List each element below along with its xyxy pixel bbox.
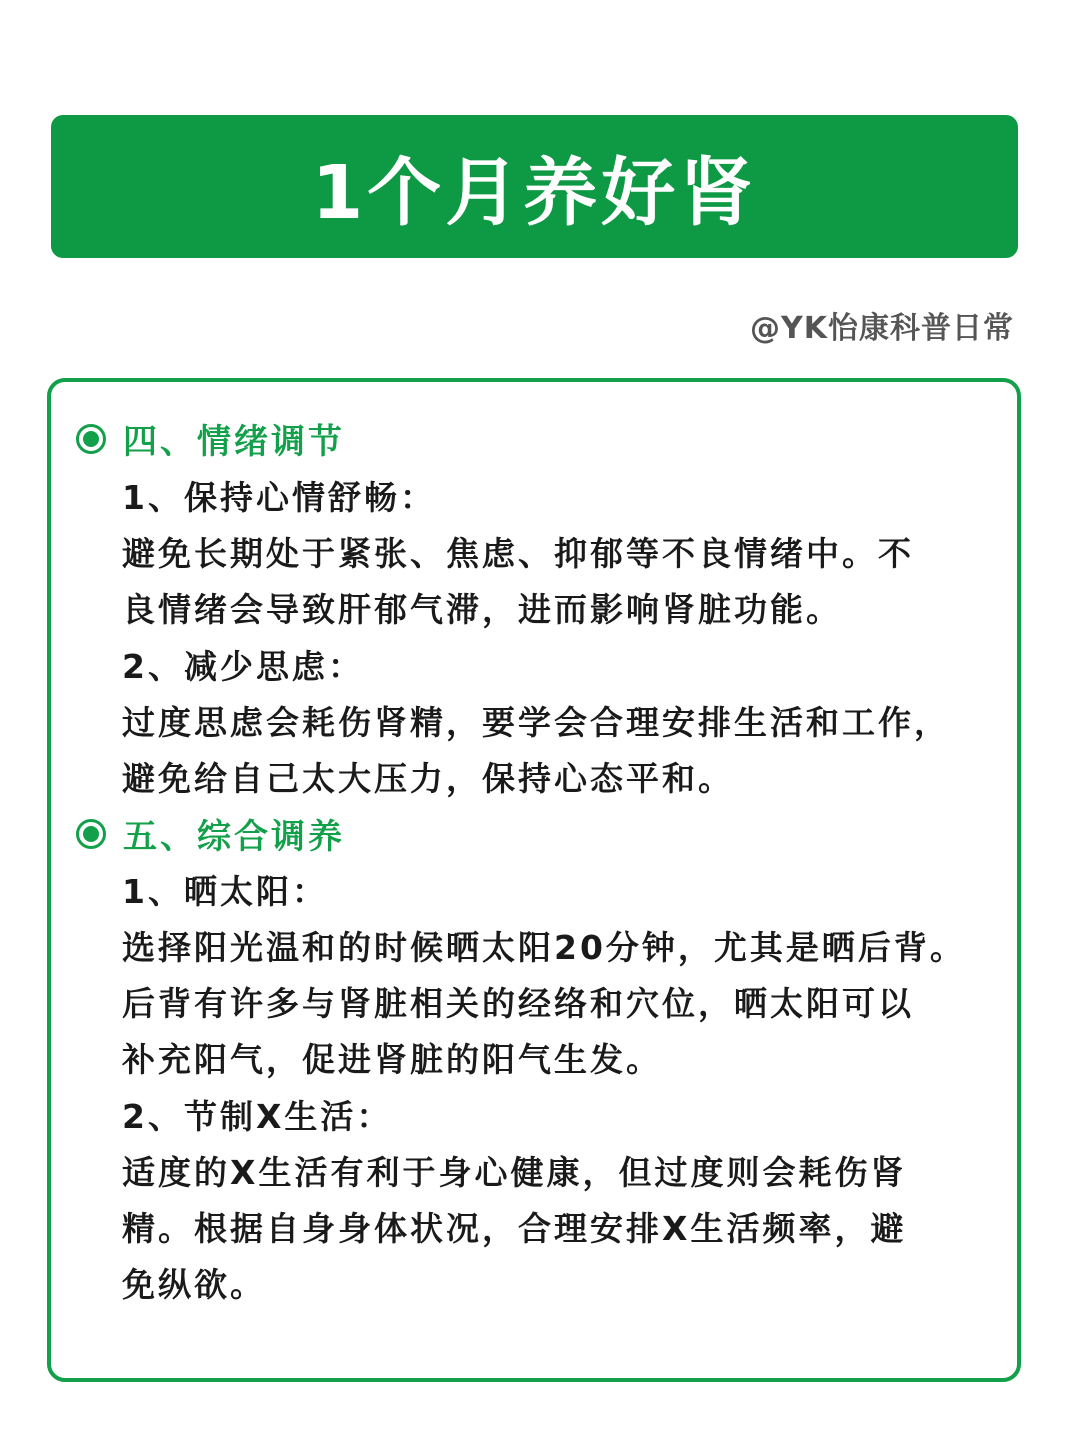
paragraph-line: 避免给自己太大压力，保持心态平和。 — [122, 759, 734, 798]
subheading: 1、保持心情舒畅： — [122, 478, 436, 517]
paragraph-line: 后背有许多与肾脏相关的经络和穴位，晒太阳可以 — [122, 984, 914, 1023]
paragraph-line: 良情绪会导致肝郁气滞，进而影响肾脏功能。 — [122, 590, 842, 629]
section-title: 四、情绪调节 — [123, 422, 345, 462]
paragraph-line: 适度的X生活有利于身心健康，但过度则会耗伤肾 — [122, 1153, 907, 1192]
title-banner — [51, 115, 1018, 258]
section-title: 五、综合调养 — [123, 817, 345, 857]
radio-bullet-icon — [76, 424, 106, 454]
page-title: 1个月养好肾 — [311, 149, 758, 236]
subheading: 2、减少思虑： — [122, 647, 364, 686]
radio-bullet-icon — [76, 819, 106, 849]
author-handle: @YK怡康科普日常 — [750, 311, 1014, 346]
section-heading — [76, 809, 345, 858]
paragraph-line: 避免长期处于紧张、焦虑、抑郁等不良情绪中。不 — [122, 534, 914, 573]
paragraph-line: 免纵欲。 — [122, 1265, 266, 1304]
subheading: 2、节制X生活： — [122, 1097, 393, 1136]
paragraph-line: 选择阳光温和的时候晒太阳20分钟，尤其是晒后背。 — [122, 928, 966, 967]
paragraph-line: 过度思虑会耗伤肾精，要学会合理安排生活和工作， — [122, 703, 950, 742]
section-heading — [76, 414, 345, 463]
paragraph-line: 补充阳气，促进肾脏的阳气生发。 — [122, 1040, 662, 1079]
subheading: 1、晒太阳： — [122, 872, 328, 911]
paragraph-line: 精。根据自身身体状况，合理安排X生活频率，避 — [122, 1209, 907, 1248]
